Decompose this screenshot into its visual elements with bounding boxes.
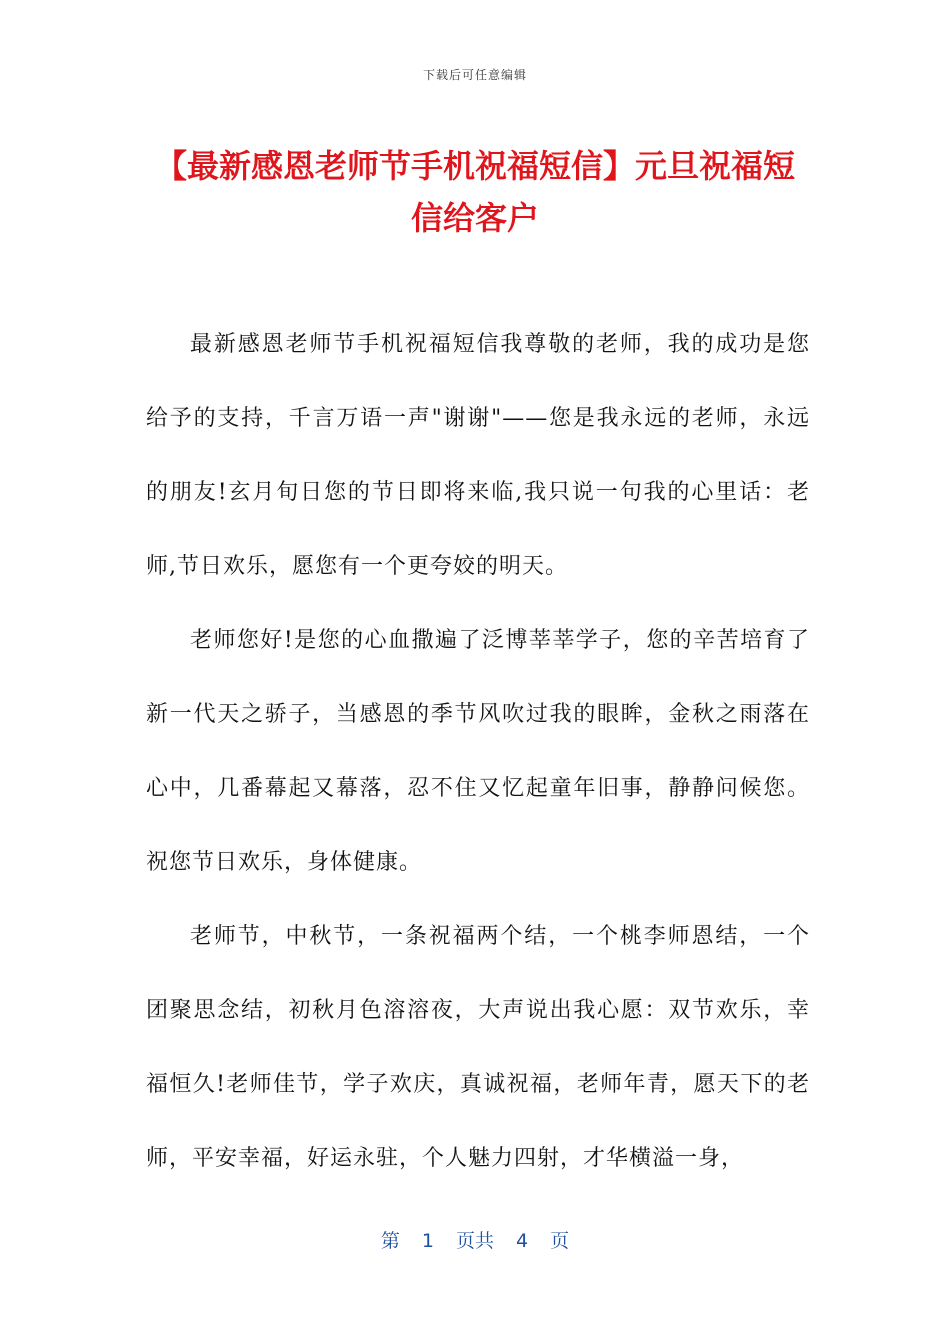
- footer-current-page: 1: [421, 1230, 434, 1252]
- footer-middle: 页共: [455, 1230, 494, 1252]
- header-note: 下载后可任意编辑: [422, 68, 527, 82]
- document-body: [146, 308, 810, 1196]
- footer-total-pages: 4: [516, 1230, 529, 1252]
- footer-suffix: 页: [550, 1230, 570, 1252]
- page-footer: [0, 1226, 950, 1253]
- document-title: 【最新感恩老师节手机祝福短信】元旦祝福短信给客户: [154, 147, 795, 237]
- paragraph-2: 老师您好!是您的心血撒遍了泛博莘莘学子，您的辛苦培育了新一代天之骄子，当感恩的季节风吹过我的眼眸，金秋之雨落在心中，几番幕起又幕落，忍不住又忆起童年旧事，静静问候您。祝您节日欢乐，身体健康。: [146, 628, 810, 875]
- paragraph-3: 老师节，中秋节，一条祝福两个结，一个桃李师恩结，一个团聚思念结，初秋月色溶溶夜，大声说出我心愿：双节欢乐，幸福恒久!老师佳节，学子欢庆，真诚祝福，老师年青，愿天下的老师，平安幸福，好运永驻，个人魅力四射，才华横溢一身，: [146, 924, 810, 1171]
- paragraph-1: 最新感恩老师节手机祝福短信我尊敬的老师，我的成功是您给予的支持，千言万语一声"谢谢"——您是我永远的老师，永远的朋友!玄月旬日您的节日即将来临,我只说一句我的心里话：老师,节日欢乐，愿您有一个更夸姣的明天。: [146, 332, 810, 579]
- footer-prefix: 第: [380, 1230, 400, 1252]
